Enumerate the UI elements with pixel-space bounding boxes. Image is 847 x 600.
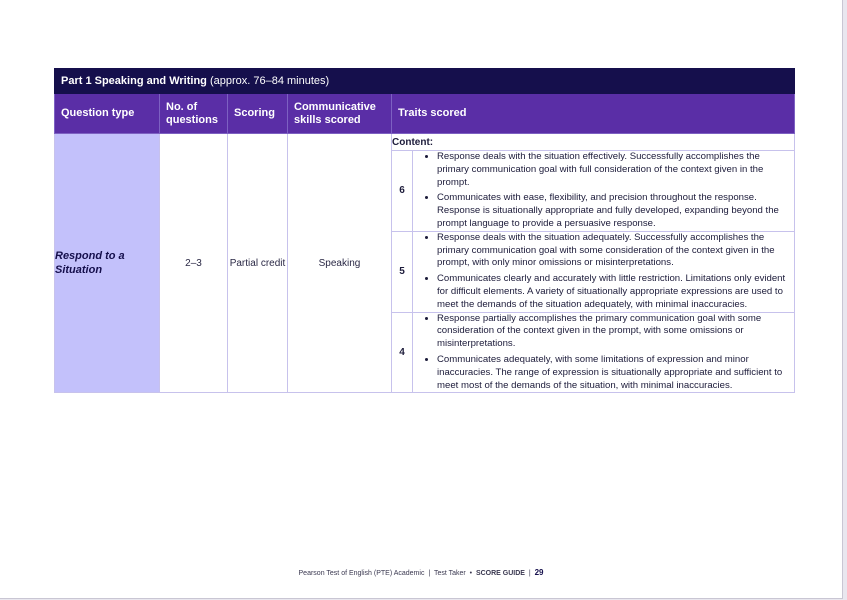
skills-cell: Speaking [288, 134, 392, 393]
trait-point: • Communicates adequately, with some limitations of expression and minor inaccuracies. The range of expression is situationally appropriate and sufficient to meet most of the demands of the situation, with minimal inaccuracies. [437, 354, 794, 392]
trait-point: • Communicates clearly and accurately with little restriction. Limitations only evident for difficult elements. A variety of situationally appropriate expressions are used to meet the demands of the situation adequately, with minimal inaccuracies. [437, 273, 794, 311]
score-value: 5 [392, 231, 413, 312]
footer-dot: • [469, 570, 473, 577]
header-no-of-questions: No. of questions [160, 94, 228, 134]
score-description [413, 312, 795, 393]
score-description [413, 151, 795, 232]
table-header-row [55, 94, 795, 134]
header-skills: Communicative skills scored [288, 94, 392, 134]
traits-content-heading: Content: [392, 134, 795, 151]
score-description [413, 231, 795, 312]
score-value: 4 [392, 312, 413, 393]
footer-audience: Test Taker [433, 570, 466, 577]
table-title-bold: Part 1 Speaking and Writing [61, 75, 207, 87]
header-traits: Traits scored [392, 94, 795, 134]
traits-table [54, 68, 795, 393]
footer-guide-title: SCORE GUIDE [475, 570, 525, 577]
scoring-cell: Partial credit [228, 134, 288, 393]
page-number: 29 [534, 568, 544, 577]
header-scoring: Scoring [228, 94, 288, 134]
footer-publication: Pearson Test of English (PTE) Academic [298, 570, 425, 577]
footer-separator: | [528, 570, 531, 577]
footer-separator: | [428, 570, 431, 577]
table-title [55, 69, 795, 94]
trait-point: • Response deals with the situation adequately. Successfully accomplishes the primary communication goal with some consideration of the context given in the prompt, with only minor omissions or misinterpretations. [437, 232, 794, 270]
trait-point: • Communicates with ease, flexibility, and precision throughout the response. Response is situationally appropriate and fully developed, expanding beyond the prompt language to provide a persuasive response. [437, 192, 794, 230]
page-footer [0, 568, 842, 577]
header-question-type: Question type [55, 94, 160, 134]
table-title-duration: (approx. 76–84 minutes) [206, 75, 330, 87]
no-of-questions-cell: 2–3 [160, 134, 228, 393]
table-row [55, 134, 795, 151]
question-type-cell: Respond to a Situation [55, 134, 160, 393]
score-value: 6 [392, 151, 413, 232]
trait-point: • Response partially accomplishes the primary communication goal with some consideration of the context given in the prompt, with some omissions or misinterpretations. [437, 313, 794, 351]
table-title-row [55, 69, 795, 94]
trait-point: • Response deals with the situation effectively. Successfully accomplishes the primary communication goal with full consideration of the context given in the prompt. [437, 151, 794, 189]
